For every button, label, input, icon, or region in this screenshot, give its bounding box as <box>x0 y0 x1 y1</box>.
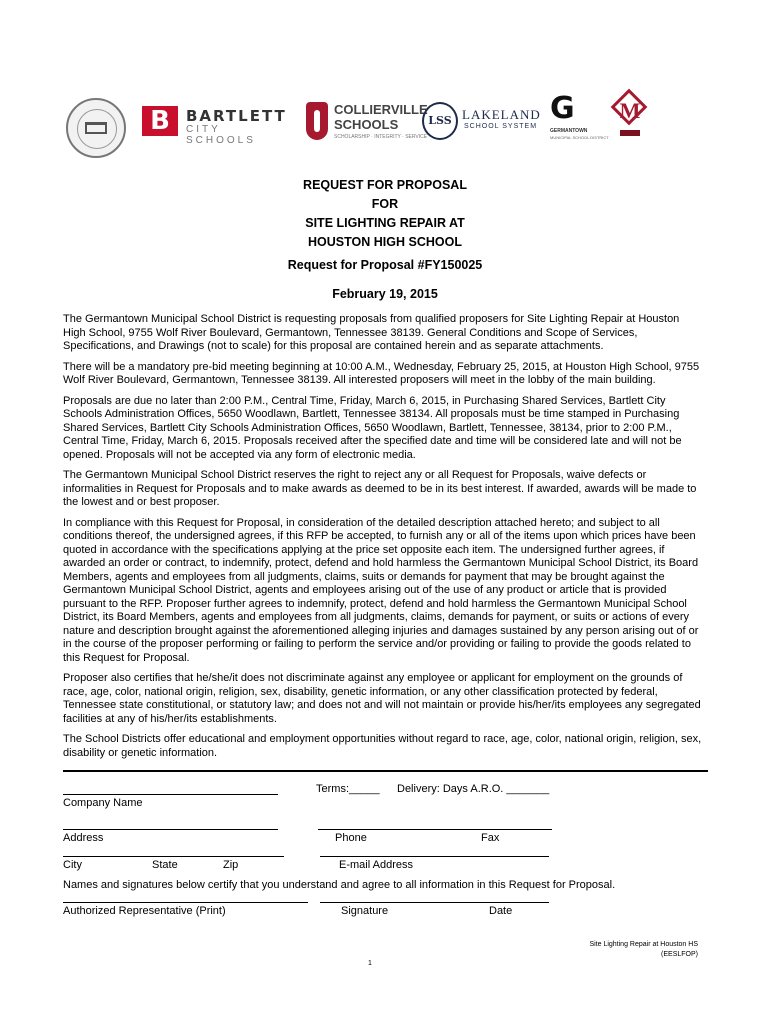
state-label: State <box>152 859 178 871</box>
address-line[interactable] <box>63 829 278 830</box>
collierville-name <box>334 102 428 132</box>
lakeland-logo <box>422 102 540 146</box>
collierville-tagline: SCHOLARSHIP · INTEGRITY · SERVICE <box>334 134 428 140</box>
collierville-name-line2: SCHOOLS <box>334 117 399 132</box>
city-label: City <box>63 859 82 871</box>
logo-row <box>66 92 706 152</box>
paragraph: The Germantown Municipal School District is requesting proposals from qualified proposers for Site Lighting Repair at Houston High School, 9755 Wolf River Boulevard, Germantown, Tennessee 38139. General Conditions and Scope of Services, Specifications, and Drawings (not to scale) for this proposal are contained herein and as separate attachments. <box>63 313 680 352</box>
authorized-rep-line[interactable] <box>63 902 308 903</box>
germantown-sub: MUNICIPAL SCHOOL DISTRICT <box>550 135 609 140</box>
paragraph: There will be a mandatory pre-bid meeting beginning at 10:00 A.M., Wednesday, February 25, 2015, at Houston High School, 9755 Wolf River Boulevard, Germantown, Tennessee 38139. All interested proposers will meet in the lobby of the main building. <box>63 360 700 386</box>
collierville-logo <box>306 100 426 146</box>
paragraph: Proposer also certifies that he/she/it does not discriminate against any employee or applicant for employment on the grounds of race, age, color, national origin, religion, sex, disability, genetic information, or any other classification protected by federal, Tennessee state constitutional, or statutory law; and does not and will not maintain or provide his/her/its employees any segregated facilities at any of his/her/its establishments. <box>63 672 701 725</box>
footer <box>589 940 698 960</box>
rfp-date: February 19, 2015 <box>332 287 438 301</box>
title-line: FOR <box>371 197 399 211</box>
date-label: Date <box>489 905 513 917</box>
company-name-line[interactable] <box>63 794 278 795</box>
bartlett-sub: CITY SCHOOLS <box>186 124 256 146</box>
certify-text: Names and signatures below certify that you understand and agree to all information in this Request for Proposal. <box>63 879 616 891</box>
title-line: HOUSTON HIGH SCHOOL <box>308 235 462 249</box>
bartlett-name: BARTLETT <box>186 107 287 125</box>
email-label: E-mail Address <box>339 859 413 871</box>
authorized-rep-label: Authorized Representative (Print) <box>63 905 226 917</box>
bartlett-logo <box>142 106 292 146</box>
book-icon <box>85 122 107 134</box>
phone-label: Phone <box>335 832 367 844</box>
footer-line2: (EESLFOP) <box>661 951 698 958</box>
paragraph: The Germantown Municipal School District reserves the right to reject any or all Request for Proposals, waive defects or informalities in Request for Proposals and to make awards as deemed to be in its best interest. If awarded, awards will be made to the lowest and or best proposer. <box>63 469 697 508</box>
millington-base <box>620 130 640 136</box>
zip-label: Zip <box>223 859 239 871</box>
title-line: REQUEST FOR PROPOSAL <box>303 178 467 192</box>
rfp-number: Request for Proposal #FY150025 <box>287 258 483 272</box>
company-name-label: Company Name <box>63 797 143 809</box>
email-line[interactable] <box>320 856 549 857</box>
lakeland-name: LAKELAND <box>462 107 541 122</box>
seal-logo <box>66 98 126 158</box>
terms-field[interactable]: Terms:_____ <box>316 783 380 795</box>
body-text <box>63 313 703 767</box>
paragraph: The School Districts offer educational and employment opportunities without regard to race, age, color, national origin, religion, sex, disability or genetic information. <box>63 733 702 759</box>
section-divider <box>63 770 708 772</box>
page-number: 1 <box>368 960 372 967</box>
city-state-zip-line[interactable] <box>63 856 284 857</box>
title-line: SITE LIGHTING REPAIR AT <box>305 216 465 230</box>
shield-icon <box>306 102 328 140</box>
phone-fax-line[interactable] <box>318 829 552 830</box>
paragraph: Proposals are due no later than 2:00 P.M., Central Time, Friday, March 6, 2015, in Purchasing Shared Services, Bartlett City Schools Administration Offices, 5650 Woodlawn, Bartlett, Tennessee 38134. All proposals must be time stamped in Purchasing Shared Services, Bartlett City Schools Administration Offices, 5650 Woodlawn, Bartlett, Tennessee, 38134, prior to 2:00 P.M., Central Time, Friday, March 6, 2015. Proposals received after the specified date and time will be considered late and will not be opened. Proposals will not be accepted via any form of electronic media. <box>63 394 682 461</box>
document-title <box>0 176 770 252</box>
fax-label: Fax <box>481 832 500 844</box>
millington-logo <box>610 92 650 136</box>
collierville-name-line1: COLLIERVILLE <box>334 102 428 117</box>
millington-m-icon: M <box>619 98 641 123</box>
bartlett-b-icon: B <box>142 106 178 136</box>
footer-line1: Site Lighting Repair at Houston HS <box>589 941 698 948</box>
lakeland-sub: SCHOOL SYSTEM <box>464 123 538 130</box>
lakeland-badge-icon: LSS <box>422 102 458 140</box>
germantown-logo <box>550 91 616 148</box>
signature-date-line[interactable] <box>320 902 549 903</box>
delivery-field[interactable]: Delivery: Days A.R.O. _______ <box>397 783 550 795</box>
germantown-g-icon: G <box>550 91 575 126</box>
signature-label: Signature <box>341 905 389 917</box>
germantown-name: GERMANTOWN <box>550 128 588 134</box>
paragraph: In compliance with this Request for Proposal, in consideration of the detailed description attached hereto; and subject to all conditions thereof, the undersigned agrees, if this RFP be accepted, to furnish any or all of the items upon which prices have been quoted in accordance with the specifications applying at the price set opposite each item. The undersigned further agrees, if awarded an order or contract, to indemnify, protect, defend and hold harmless the Germantown Municipal School District, its Board Members, agents and employees from all judgments, claims, suits or demands for payment that may be brought against the Germantown Municipal School District, agents and employees arising out of the use of any product or article that is provided pursuant to the RFP. Proposer further agrees to indemnify, protect, defend and hold harmless the Germantown Municipal School District, its Board Members, agents and employees from all judgments, claims, demands for payment, or suits or actions of every nature and description brought against the aforementioned alleging injuries and damages sustained by any person arising out of or in the course of the proposer performing or failing to perform the service and/or providing or failing to provide the goods related to this Request for Proposal. <box>63 516 699 664</box>
address-label: Address <box>63 832 104 844</box>
